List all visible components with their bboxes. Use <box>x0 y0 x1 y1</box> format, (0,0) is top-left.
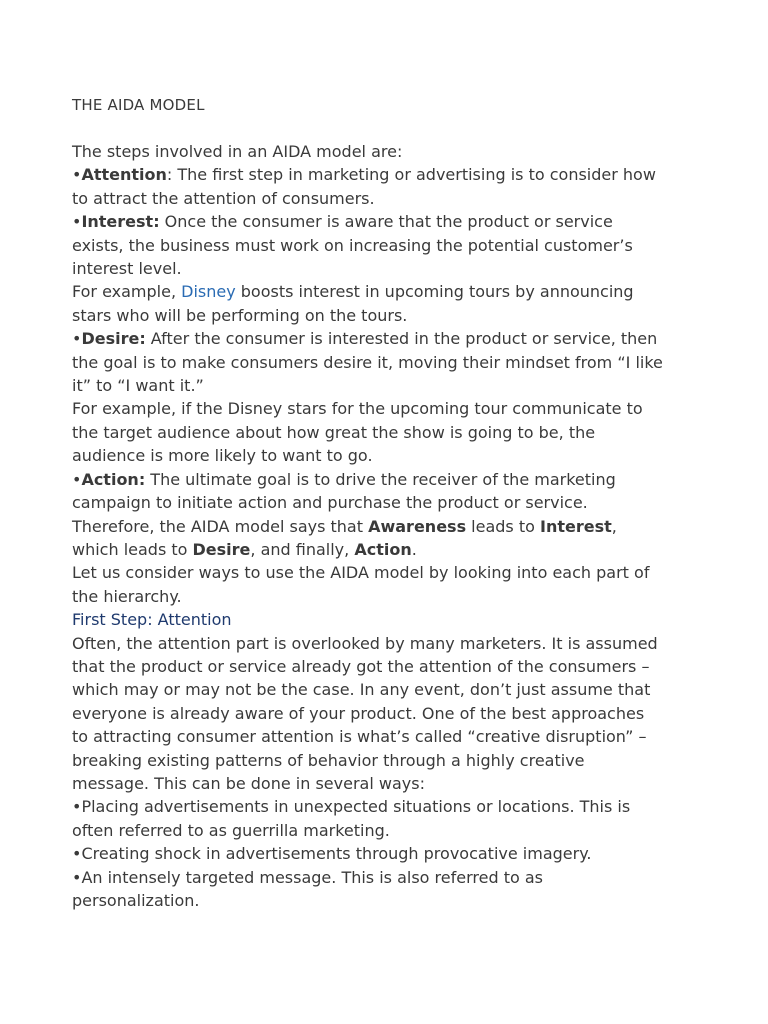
interest-term: Interest <box>540 516 612 536</box>
example-disney-line <box>72 280 712 303</box>
first-step-paragraph: to attracting consumer attention is what’s called “creative disruption” – <box>72 727 647 747</box>
action-term: Action <box>354 539 412 559</box>
interest-text-cont: exists, the business must work on increasing the potential customer’s <box>72 235 633 255</box>
summary-text: , and finally, <box>250 539 355 559</box>
interest-text-cont: interest level. <box>72 259 182 279</box>
summary-text: Therefore, the AIDA model says that <box>72 516 369 536</box>
way-item: •An intensely targeted message. This is also referred to as <box>72 867 543 887</box>
attention-text-cont: to attract the attention of consumers. <box>72 188 375 208</box>
bullet: • <box>72 165 82 185</box>
example-tour-cont: the target audience about how great the show is going to be, the <box>72 422 596 442</box>
way-item: •Creating shock in advertisements through provocative imagery. <box>72 844 592 864</box>
example-text: For example, <box>72 282 182 302</box>
summary-line-cont <box>72 538 712 561</box>
summary-line <box>72 515 712 538</box>
bullet: • <box>72 329 82 349</box>
way-item: •Placing advertisements in unexpected situations or locations. This is <box>72 797 631 817</box>
summary-text: , <box>611 516 617 536</box>
desire-text: After the consumer is interested in the product or service, then <box>145 329 658 349</box>
desire-text-cont: it” to “I want it.” <box>72 376 204 396</box>
action-text: The ultimate goal is to drive the receiver of the marketing <box>145 469 616 489</box>
example-disney-cont: stars who will be performing on the tours. <box>72 305 408 325</box>
example-tour-line: For example, if the Disney stars for the upcoming tour communicate to <box>72 399 643 419</box>
way-item-cont: personalization. <box>72 891 200 910</box>
first-step-paragraph: message. This can be done in several ways: <box>72 773 425 793</box>
first-step-heading: First Step: Attention <box>72 610 232 630</box>
disney-link[interactable]: Disney <box>181 282 236 302</box>
bullet: • <box>72 212 82 232</box>
interest-label: Interest: <box>81 212 160 232</box>
interest-item <box>72 210 712 233</box>
consider-line-cont: the hierarchy. <box>72 586 182 606</box>
attention-text: : The first step in marketing or advertising is to consider how <box>166 165 656 185</box>
first-step-paragraph: breaking existing patterns of behavior through a highly creative <box>72 750 585 770</box>
consider-line: Let us consider ways to use the AIDA model by looking into each part of <box>72 563 650 583</box>
first-step-paragraph: that the product or service already got the attention of the consumers – <box>72 656 650 676</box>
first-step-paragraph: Often, the attention part is overlooked by many marketers. It is assumed <box>72 633 658 653</box>
action-label: Action: <box>81 469 146 489</box>
first-step-paragraph: everyone is already aware of your product. One of the best approaches <box>72 703 645 723</box>
desire-item <box>72 327 712 350</box>
action-item <box>72 468 712 491</box>
summary-text: . <box>411 539 417 559</box>
desire-term: Desire <box>192 539 251 559</box>
bullet: • <box>72 469 82 489</box>
document-title: THE AIDA MODEL <box>72 96 205 114</box>
desire-text-cont: the goal is to make consumers desire it, moving their mindset from “I like <box>72 352 663 372</box>
summary-text: which leads to <box>72 539 193 559</box>
example-text: boosts interest in upcoming tours by announcing <box>235 282 634 302</box>
attention-label: Attention <box>81 165 167 185</box>
way-item-cont: often referred to as guerrilla marketing. <box>72 820 390 840</box>
action-text-cont: campaign to initiate action and purchase the product or service. <box>72 493 588 513</box>
summary-text: leads to <box>466 516 540 536</box>
example-tour-cont: audience is more likely to want to go. <box>72 446 373 466</box>
document-body <box>72 140 712 912</box>
desire-label: Desire: <box>81 329 146 349</box>
first-step-paragraph: which may or may not be the case. In any event, don’t just assume that <box>72 680 651 700</box>
interest-text: Once the consumer is aware that the product or service <box>159 212 613 232</box>
awareness-term: Awareness <box>368 516 467 536</box>
attention-item <box>72 163 712 186</box>
intro-line: The steps involved in an AIDA model are: <box>72 142 403 161</box>
